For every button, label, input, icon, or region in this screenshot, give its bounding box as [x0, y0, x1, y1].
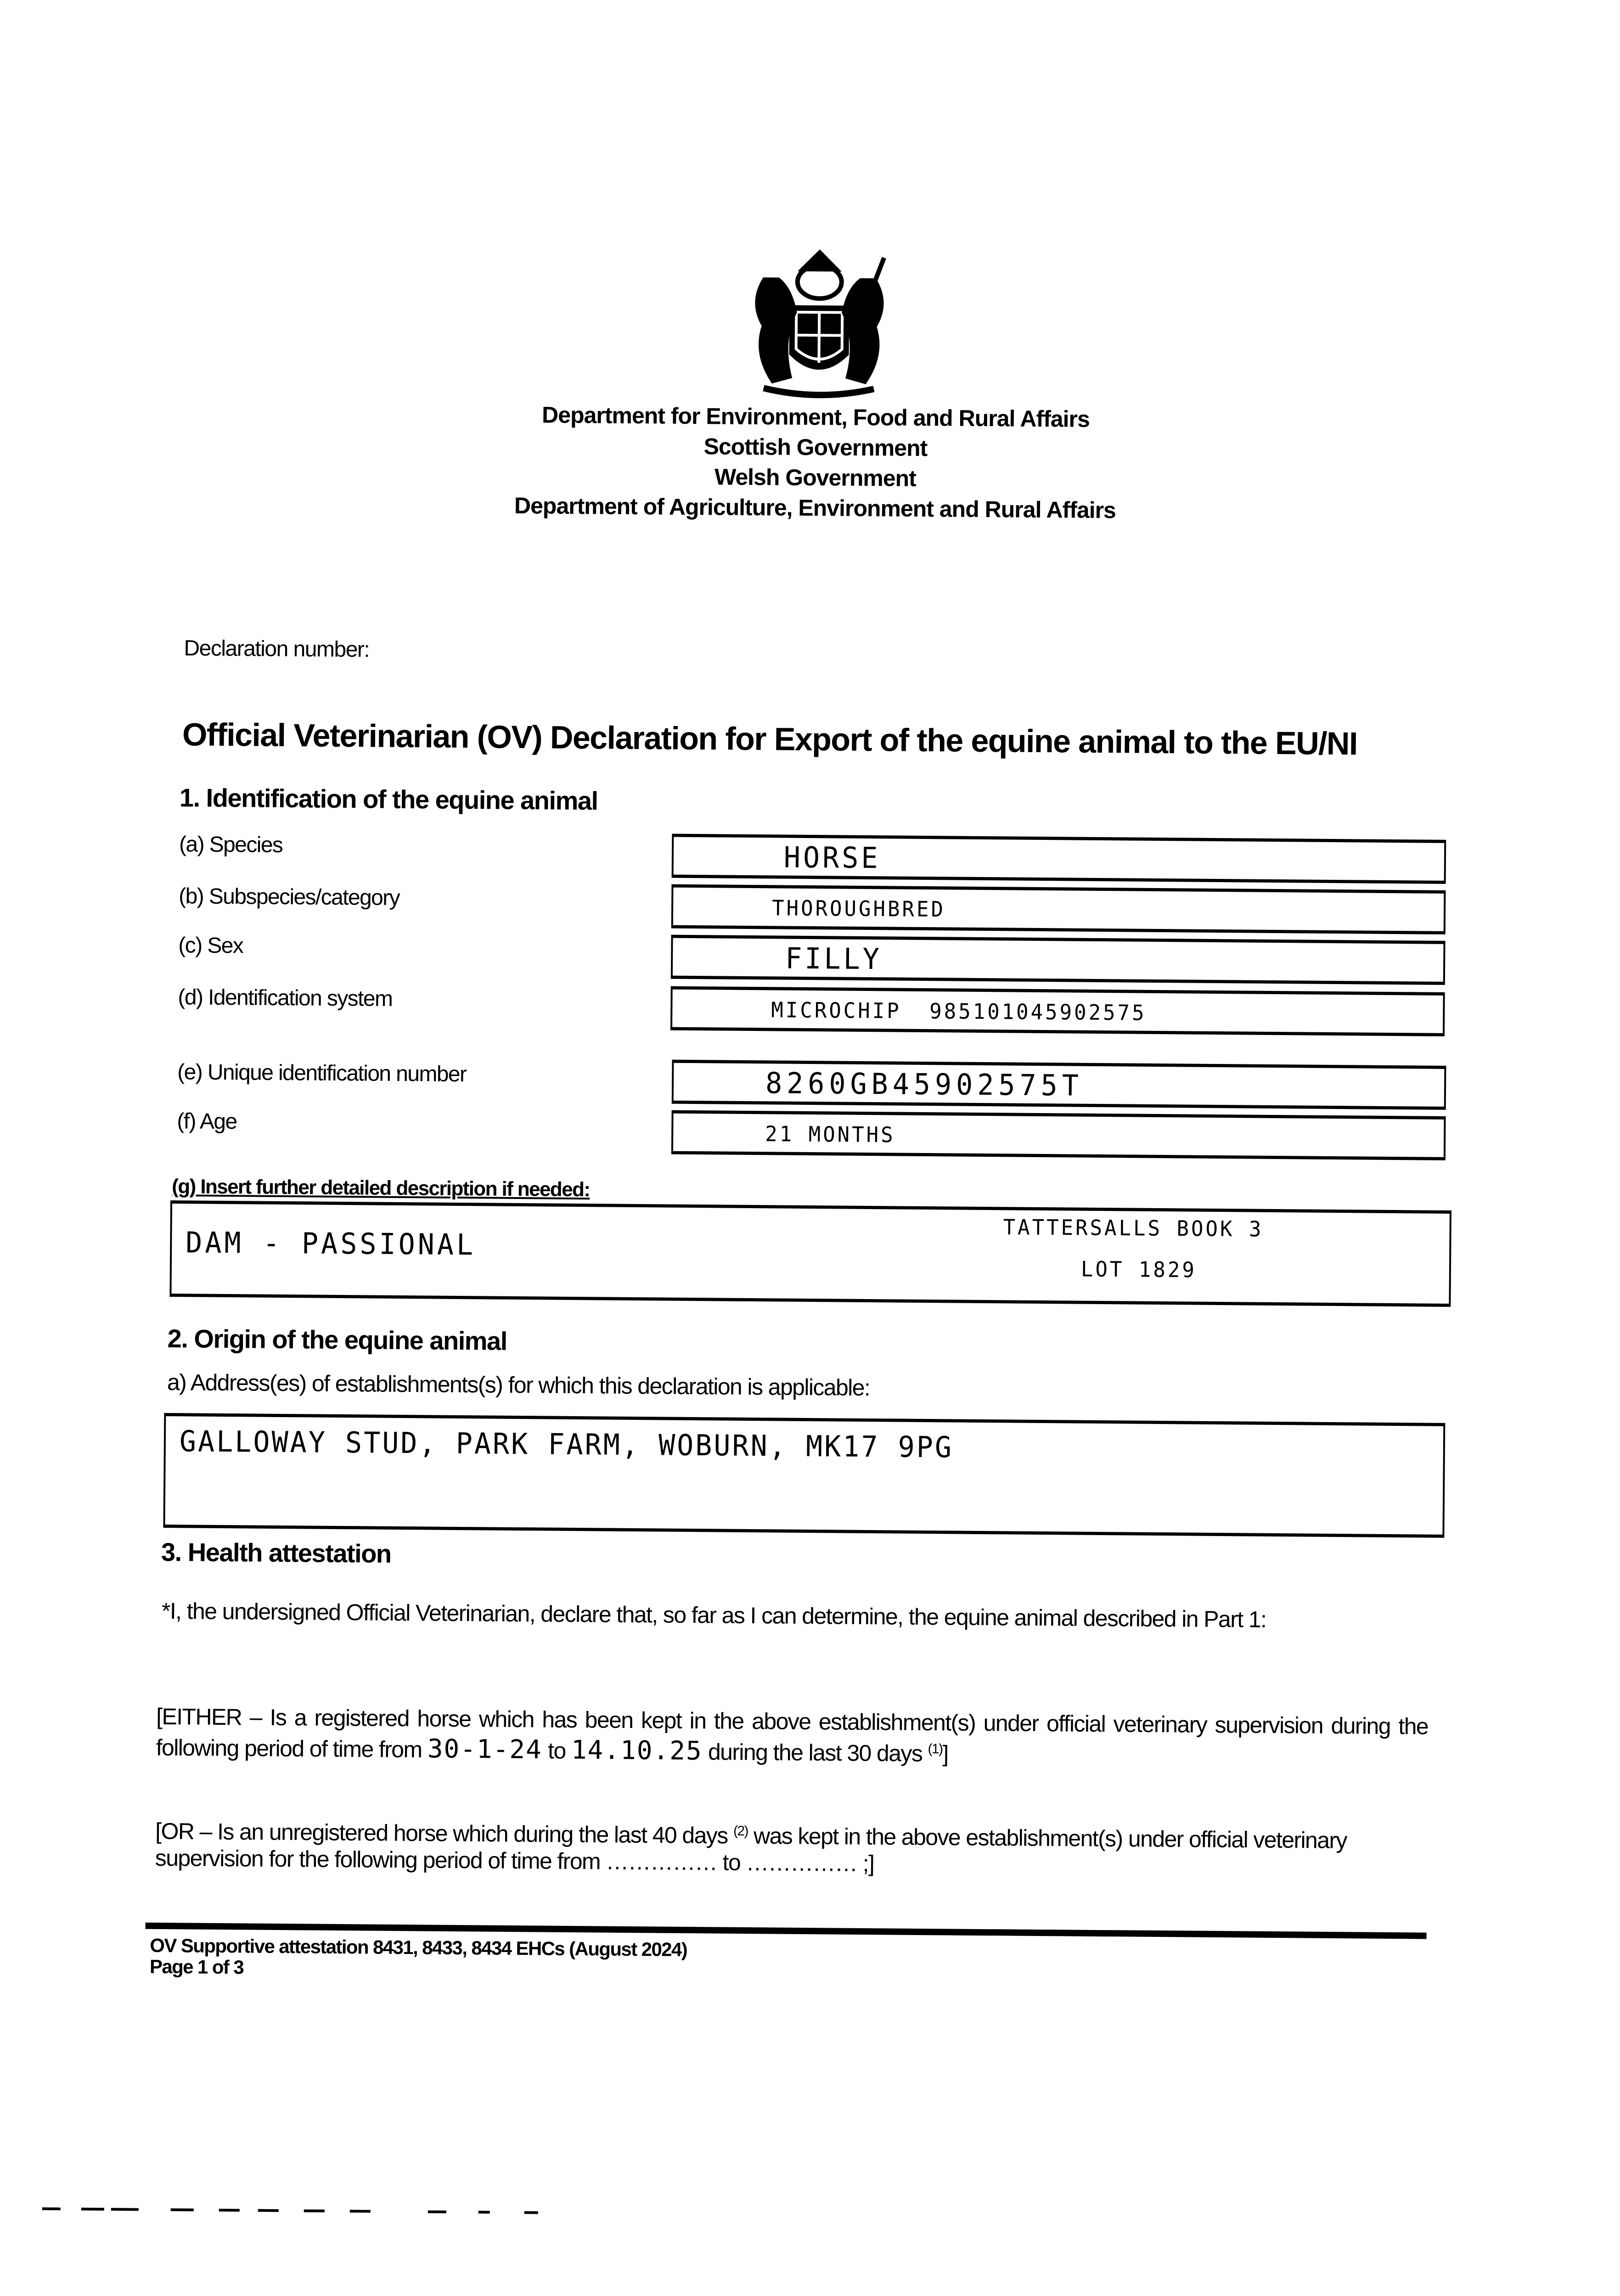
subspecies-value: THOROUGHBRED	[771, 896, 946, 922]
footer	[150, 1935, 687, 1981]
or-text-end: was kept in the above establishment(s) under official veterinary supervision for the following period of time from …………… to …………… ;]	[155, 1823, 1347, 1876]
footnote-1-ref: (1)	[928, 1741, 943, 1757]
species-label: (a) Species	[179, 832, 283, 857]
address-field[interactable]	[163, 1413, 1445, 1538]
subspecies-field[interactable]	[671, 884, 1446, 934]
either-text: [EITHER – Is a registered horse which has been kept in the above establishment(s) under official veterinary supervision during the following period of time from	[156, 1703, 1429, 1763]
sex-value: FILLY	[785, 941, 883, 976]
or-text: [OR – Is an unregistered horse which during the last 40 days	[155, 1818, 734, 1849]
page-number: Page 1 of 3	[149, 1955, 244, 1978]
either-clause	[156, 1703, 1428, 1771]
attestation-intro: *I, the undersigned Official Veterinarian, declare that, so far as I can determine, the equine animal described in Part 1:	[161, 1598, 1266, 1632]
age-label: (f) Age	[177, 1109, 237, 1134]
or-clause	[155, 1813, 1428, 1881]
description-field[interactable]	[169, 1200, 1451, 1307]
form-reference: OV Supportive attestation 8431, 8433, 8434 EHCs (August 2024)	[150, 1934, 687, 1960]
issuing-departments	[5, 395, 1620, 529]
department-name: Welsh Government	[714, 464, 917, 491]
address-value: GALLOWAY STUD, PARK FARM, WOBURN, MK17 9PG	[179, 1424, 954, 1465]
identification-system-label: (d) Identification system	[178, 985, 393, 1011]
department-name: Department of Agriculture, Environment and Rural Affairs	[514, 492, 1116, 523]
scan-artifact-dashes	[38, 2207, 589, 2221]
department-name: Scottish Government	[703, 433, 928, 461]
either-to-word: to	[542, 1738, 572, 1764]
unique-id-field[interactable]	[672, 1060, 1446, 1110]
species-value: HORSE	[783, 840, 881, 875]
either-to-date[interactable]: 14.10.25	[571, 1735, 703, 1766]
species-field[interactable]	[672, 834, 1446, 884]
footnote-2-ref: (2)	[733, 1823, 748, 1839]
unique-id-value: 8260GB45902575T	[765, 1066, 1084, 1103]
description-dam: DAM - PASSIONAL	[186, 1226, 476, 1262]
section-3-heading: 3. Health attestation	[161, 1537, 391, 1568]
either-text-end: during the last 30 days	[702, 1739, 928, 1767]
subspecies-label: (b) Subspecies/category	[179, 884, 400, 910]
description-lot: LOT 1829	[1080, 1257, 1197, 1283]
either-from-date[interactable]: 30-1-24	[427, 1734, 543, 1765]
unique-id-label: (e) Unique identification number	[177, 1060, 467, 1087]
section-1-heading: 1. Identification of the equine animal	[179, 783, 598, 816]
either-close: ]	[942, 1740, 948, 1767]
address-label: a) Address(es) of establishments(s) for which this declaration is applicable:	[167, 1369, 870, 1401]
department-name: Department for Environment, Food and Rural Affairs	[541, 402, 1090, 432]
sex-field[interactable]	[671, 935, 1446, 985]
description-label: (g) Insert further detailed description if needed:	[172, 1175, 590, 1201]
identification-system-field[interactable]	[670, 986, 1445, 1036]
age-value: 21 MONTHS	[765, 1121, 895, 1148]
royal-coat-of-arms-icon	[727, 243, 912, 400]
declaration-number-label: Declaration number:	[184, 636, 370, 662]
page-title: Official Veterinarian (OV) Declaration for Export of the equine animal to the EU/NI	[182, 716, 1358, 762]
description-sale: TATTERSALLS BOOK 3	[1003, 1215, 1264, 1242]
age-field[interactable]	[671, 1110, 1446, 1160]
sex-label: (c) Sex	[178, 933, 243, 958]
section-2-heading: 2. Origin of the equine animal	[167, 1324, 507, 1356]
identification-system-value: MICROCHIP 985101045902575	[771, 998, 1147, 1026]
